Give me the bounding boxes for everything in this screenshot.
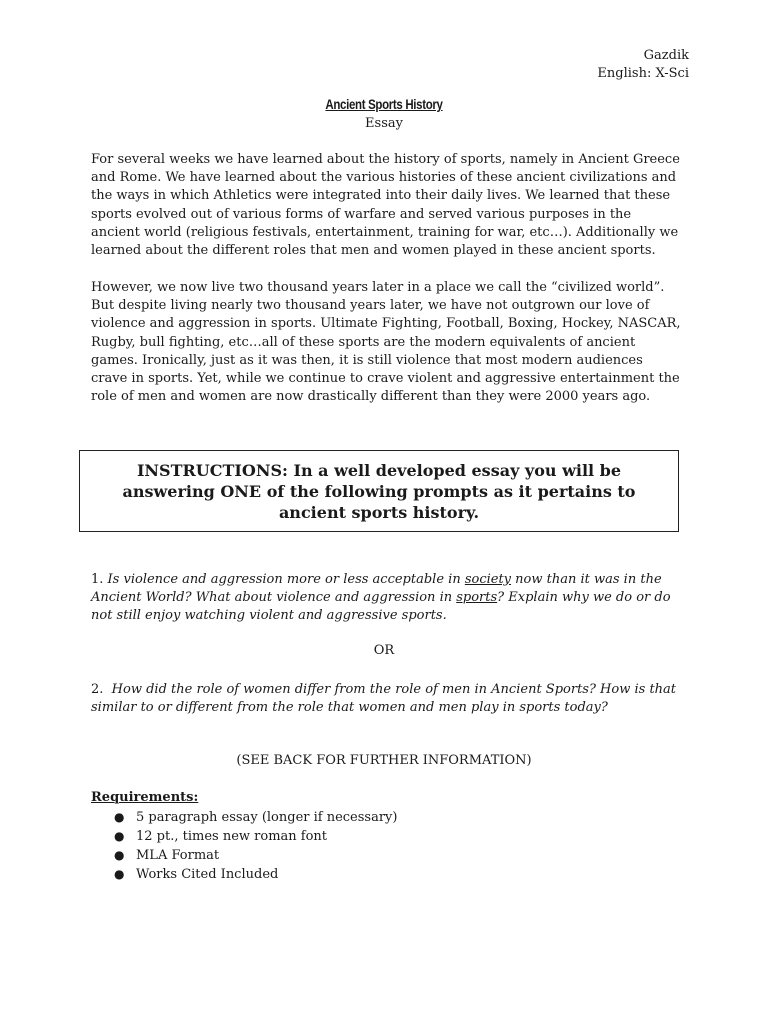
bullet-icon: ●: [114, 848, 125, 862]
see-back-note: (SEE BACK FOR FURTHER INFORMATION): [236, 753, 532, 768]
prompt-1-part-a: Is violence and aggression more or less acceptable in: [107, 572, 461, 587]
prompt-1-part-b: now than it was in the Ancient World? What about violence and aggression in: [91, 572, 662, 606]
bullet-icon: ●: [114, 810, 125, 824]
requirements-list: [91, 808, 397, 884]
list-item: ● MLA Format: [114, 848, 220, 863]
instructions-box: [79, 450, 679, 532]
prompt-1-word-sports: sports: [456, 590, 498, 606]
prompt-2: [91, 681, 691, 717]
course-name: English: X-Sci: [597, 66, 689, 81]
prompt-1: [91, 571, 691, 626]
list-item: ● 12 pt., times new roman font: [114, 829, 328, 844]
instructions-text: INSTRUCTIONS: In a well developed essay you will be answering ONE of the following prompts as it pertains to ancient sports history.: [122, 460, 636, 522]
intro-paragraph-2: However, we now live two thousand years later in a place we call the “civilized world”. But despite living nearly two thousand years later, we have not outgrown our love of violence and aggression in sports. Ultimate Fighting, Football, Boxing, Hockey, NASCAR, Rugby, bull fighting, etc…all of these sports are the modern equivalents of ancient games. Ironically, just as it was then, it is still violence that most modern audiences crave in sports. Yet, while we continue to crave violent and aggressive entertainment the role of men and women are now drastically different than they were 2000 years ago.: [91, 280, 681, 405]
requirements-heading: Requirements:: [91, 790, 199, 805]
header-block: [597, 47, 689, 83]
list-item: ● 5 paragraph essay (longer if necessary): [114, 810, 398, 825]
bullet-icon: ●: [114, 829, 125, 843]
page-title: Ancient Sports History: [325, 96, 443, 112]
author-name: Gazdik: [643, 48, 689, 63]
bullet-icon: ●: [114, 867, 125, 881]
prompt-1-number: 1.: [91, 572, 104, 587]
prompt-2-number: 2.: [91, 682, 104, 697]
page-subtitle: Essay: [365, 116, 403, 131]
intro-paragraph-1: For several weeks we have learned about the history of sports, namely in Ancient Greece and Rome. We have learned about the various histories of these ancient civilizations and the ways in which Athletics were integrated into their daily lives. We learned that these sports evolved out of various forms of warfare and served various purposes in the ancient world (religious festivals, entertainment, training for war, etc…). Additionally we learned about the different roles that men and women played in these ancient sports.: [91, 152, 680, 259]
or-separator: OR: [373, 643, 395, 658]
prompt-1-word-society: society: [464, 572, 512, 587]
list-item: ● Works Cited Included: [114, 867, 279, 882]
prompt-2-text: How did the role of women differ from the role of men in Ancient Sports? How is that similar to or different from the role that women and men play in sports today?: [91, 682, 677, 716]
prompt-1-part-c: ? Explain why we do or do not still enjoy watching violent and aggressive sports.: [91, 590, 671, 624]
